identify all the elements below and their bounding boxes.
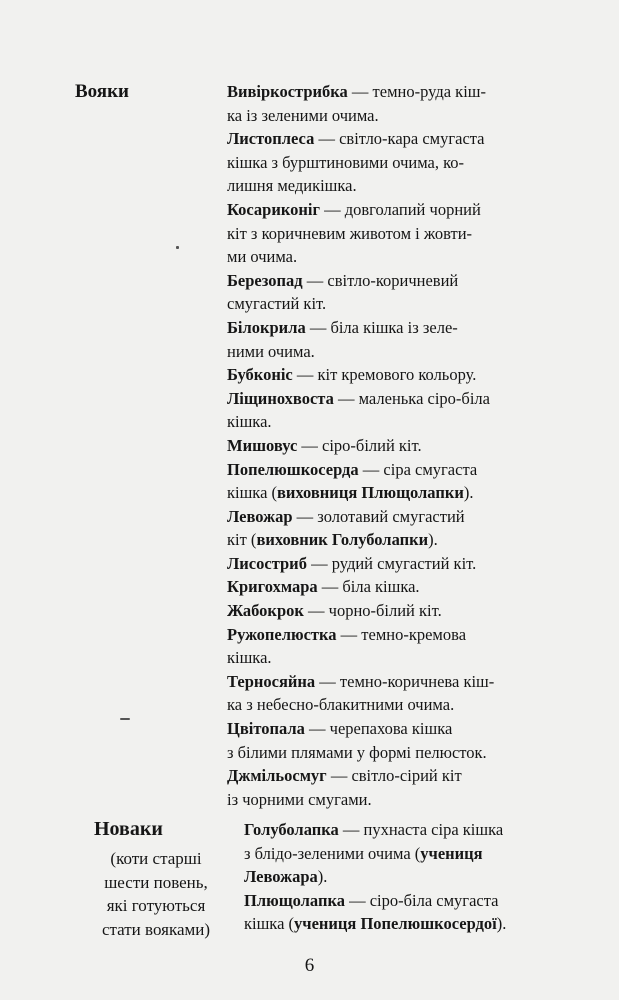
entry [227, 80, 547, 127]
cat-name: Косариконіг [227, 199, 320, 219]
entry-line: Ружопелюстка — темно-кремова [227, 624, 467, 644]
entry-line: кішка. [227, 412, 272, 432]
cat-name: Жабокрок [227, 601, 304, 621]
entry-line: ка з небесно-блакитними очима. [227, 695, 455, 715]
section-label-apprentices: Новаки [94, 818, 163, 840]
entry-line: смугастий кіт. [227, 294, 327, 314]
entry-line: Цвітопала — черепахова кішка [227, 719, 453, 739]
entry [227, 458, 547, 505]
entry-line: з білими плямами у формі пелюсток. [227, 742, 487, 762]
entry-line: із чорними смугами. [227, 789, 372, 809]
entry-line: Попелюшкосерда — сіра смугаста [227, 459, 478, 479]
entry [227, 575, 547, 599]
cat-name: Листоплеса [227, 129, 315, 149]
cat-name: Кригохмара [227, 577, 318, 597]
entry-line: ка із зеленими очима. [227, 105, 379, 125]
cat-name: Мишовус [227, 435, 298, 455]
entry [244, 818, 559, 889]
entry [227, 505, 547, 552]
entry-line: кішка з бурштиновими очима, ко- [227, 152, 465, 172]
apprentices-list [244, 818, 559, 936]
entry-line: з блідо-зеленими очима (учениця [244, 843, 483, 863]
note-line: (коти старші [110, 849, 202, 868]
cat-name: Голуболапка [244, 820, 339, 839]
cat-name: Ружопелюстка [227, 624, 337, 644]
entry [227, 552, 547, 576]
apprentices-note [86, 847, 226, 941]
cat-name: Білокрила [227, 317, 306, 337]
entry-line: кішка (виховниця Плющолапки). [227, 483, 474, 503]
entry-line: Вивіркострибка — темно-руда кіш- [227, 82, 486, 101]
note-line: стати вояками) [101, 919, 211, 939]
cat-name: Вивіркострибка [227, 82, 348, 101]
note-line: шести повень, [104, 872, 208, 892]
entry-line: Кригохмара — біла кішка. [227, 577, 420, 597]
entry-line: Листоплеса — світло-кара смугаста [227, 129, 485, 149]
cat-name: Лисостриб [227, 553, 307, 573]
cat-name: Бубконіс [227, 365, 293, 385]
entry [227, 269, 547, 316]
section-label-warriors: Вояки [75, 81, 129, 102]
entry-line: Ліщинохвоста — маленька сіро-біла [227, 388, 490, 408]
entry-line: Березопад — світло-коричневий [227, 270, 459, 290]
cat-name: Джмільосмуг [227, 766, 327, 786]
cat-name: Попелюшкосерда [227, 459, 359, 479]
print-speck [120, 718, 130, 720]
entry [227, 599, 547, 623]
cat-name: Ліщинохвоста [227, 388, 334, 408]
entry [227, 434, 547, 458]
entry [227, 127, 547, 198]
cat-name: Цвітопала [227, 719, 305, 739]
entry-line: Плющолапка — сіро-біла смугаста [244, 890, 499, 910]
entry [244, 889, 559, 936]
entry-line: лишня медикішка. [227, 176, 357, 196]
entry [227, 316, 547, 363]
warriors-list [227, 80, 547, 811]
entry-line: Білокрила — біла кішка із зеле- [227, 317, 458, 337]
note-line: які готуються [106, 896, 206, 915]
cat-name: Плющолапка [244, 890, 345, 910]
cat-name: Березопад [227, 270, 303, 290]
entry-line: кішка. [227, 648, 272, 668]
page-number: 6 [304, 955, 315, 976]
entry [227, 717, 547, 764]
entry [227, 387, 547, 434]
entry-line: ми очима. [227, 247, 298, 267]
entry-line: Бубконіс — кіт кремового кольору. [227, 365, 477, 385]
entry-line: кішка (учениця Попелюшкосердої). [244, 914, 507, 934]
entry-line: Жабокрок — чорно-білий кіт. [227, 601, 442, 621]
entry-line: Мишовус — сіро-білий кіт. [227, 435, 422, 455]
entry-line: кіт з коричневим животом і жовти- [227, 223, 473, 243]
entry-line: кіт (виховник Голуболапки). [227, 530, 438, 550]
entry-line: Голуболапка — пухнаста сіра кішка [244, 820, 504, 839]
cat-name: Терносяйна [227, 671, 316, 691]
entry-line: Косариконіг — довголапий чорний [227, 199, 481, 219]
entry-line: Левожар — золотавий смугастий [227, 506, 465, 526]
entry-line: Левожара). [244, 867, 328, 887]
entry [227, 670, 547, 717]
print-speck [176, 246, 179, 249]
entry [227, 623, 547, 670]
entry-line: Лисостриб — рудий смугастий кіт. [227, 553, 477, 573]
entry-line: Джмільосмуг — світло-сірий кіт [227, 766, 462, 786]
cat-name: Левожар [227, 506, 293, 526]
entry-line: ними очима. [227, 341, 315, 361]
entry [227, 198, 547, 269]
entry-line: Терносяйна — темно-коричнева кіш- [227, 671, 495, 691]
entry [227, 764, 547, 811]
entry [227, 363, 547, 387]
